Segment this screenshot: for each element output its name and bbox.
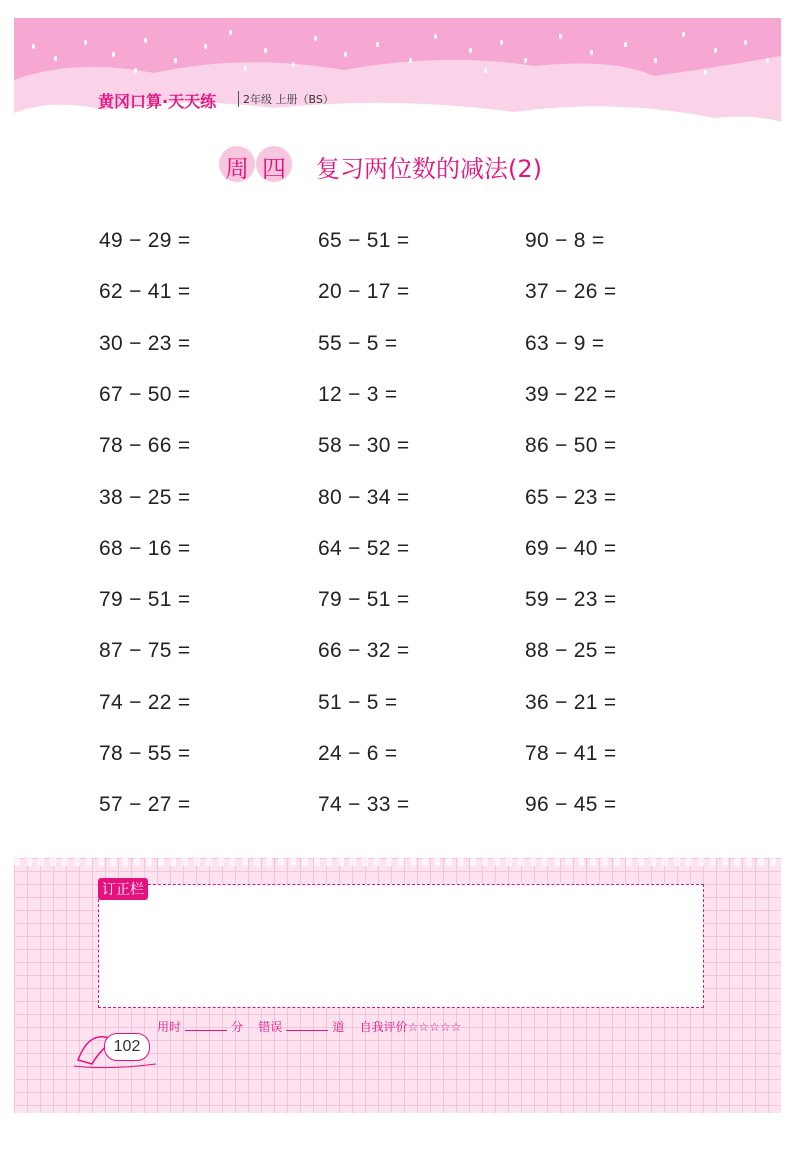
errors-blank[interactable]: [286, 1030, 328, 1031]
brand-title: 黄冈口算·天天练: [98, 92, 217, 111]
problem-item: 68 − 16 =: [99, 536, 191, 560]
sparkle-dot: [54, 56, 57, 61]
sparkle-dot: [590, 50, 593, 55]
problem-item: 74 − 33 =: [318, 793, 410, 817]
sparkle-dot: [376, 42, 379, 47]
problem-item: 37 − 26 =: [525, 280, 617, 304]
sparkle-dot: [704, 70, 707, 75]
week-char: 周: [225, 155, 249, 183]
problem-item: 65 − 23 =: [525, 485, 617, 509]
sparkle-dot: [84, 40, 87, 45]
sparkle-dot: [314, 36, 317, 41]
problem-item: 87 − 75 =: [99, 639, 191, 663]
problem-item: 49 − 29 =: [99, 229, 191, 252]
sparkle-dot: [714, 48, 717, 53]
sparkle-dot: [344, 52, 347, 57]
problem-item: 78 − 41 =: [525, 742, 617, 765]
problem-item: 90 − 8 =: [525, 229, 605, 252]
correction-box[interactable]: [98, 884, 704, 1008]
header-band: [14, 18, 781, 138]
sparkle-dot: [134, 68, 137, 73]
problem-item: 65 − 51 =: [318, 229, 410, 252]
sparkle-dot: [32, 44, 35, 49]
problem-item: 67 − 50 =: [99, 382, 191, 406]
sparkle-dot: [559, 34, 562, 39]
minutes-label: 分: [231, 1020, 244, 1034]
sparkle-dot: [682, 32, 685, 37]
footer-stats: [157, 1018, 461, 1035]
sparkle-dot: [434, 34, 437, 39]
grade-label: 2年级 上册（BS）: [238, 91, 334, 107]
problem-item: 79 − 51 =: [318, 588, 410, 612]
sparkle-dot: [264, 48, 267, 53]
problem-item: 78 − 66 =: [99, 434, 191, 458]
problem-item: 74 − 22 =: [99, 690, 191, 714]
errors-label: 错误: [258, 1020, 283, 1034]
problem-item: 63 − 9 =: [525, 331, 605, 355]
sparkle-dot: [229, 30, 232, 35]
sparkle-dot: [766, 58, 769, 63]
problem-item: 66 − 32 =: [318, 639, 410, 663]
sparkle-dot: [744, 40, 747, 45]
problem-item: 62 − 41 =: [99, 280, 191, 304]
sparkle-dot: [244, 66, 247, 71]
sparkle-dot: [484, 68, 487, 73]
sparkle-dot: [524, 58, 527, 63]
problem-item: 36 − 21 =: [525, 690, 617, 714]
sparkle-dot: [112, 52, 115, 57]
problem-item: 78 − 55 =: [99, 742, 191, 765]
problem-item: 88 − 25 =: [525, 639, 617, 663]
sparkle-dot: [624, 42, 627, 47]
title-row: [0, 146, 800, 186]
sparkle-dot: [174, 58, 177, 63]
perforation-edge: [14, 858, 781, 866]
problem-item: 59 − 23 =: [525, 588, 617, 612]
problem-item: 24 − 6 =: [318, 742, 398, 765]
problem-item: 58 − 30 =: [318, 434, 410, 458]
week-char: 四: [262, 155, 286, 183]
problem-item: 12 − 3 =: [318, 382, 398, 406]
sparkle-dot: [469, 48, 472, 53]
problem-item: 86 − 50 =: [525, 434, 617, 458]
cloud-decoration: [14, 18, 781, 138]
sparkle-dot: [204, 44, 207, 49]
rating-label: 自我评价: [359, 1020, 408, 1034]
sparkle-dot: [409, 58, 412, 63]
problem-item: 69 − 40 =: [525, 536, 617, 560]
page-number: 102: [104, 1033, 150, 1061]
problem-item: 64 − 52 =: [318, 536, 410, 560]
problem-item: 20 − 17 =: [318, 280, 410, 304]
problem-item: 38 − 25 =: [99, 485, 191, 509]
problem-item: 39 − 22 =: [525, 382, 617, 406]
problem-item: 96 − 45 =: [525, 793, 617, 817]
page-title: 复习两位数的减法(2): [316, 155, 542, 183]
time-label: 用时: [157, 1020, 182, 1034]
problem-item: 80 − 34 =: [318, 485, 410, 509]
correction-label: 订正栏: [98, 878, 148, 900]
sparkle-dot: [144, 38, 147, 43]
time-blank[interactable]: [185, 1030, 227, 1031]
problem-item: 79 − 51 =: [99, 588, 191, 612]
rating-stars[interactable]: ☆☆☆☆☆: [407, 1020, 462, 1034]
count-label: 道: [332, 1020, 345, 1034]
problem-item: 57 − 27 =: [99, 793, 191, 817]
sparkle-dot: [654, 58, 657, 63]
problem-item: 51 − 5 =: [318, 690, 398, 714]
sparkle-dot: [500, 40, 503, 45]
sparkle-dot: [292, 62, 295, 67]
problem-item: 55 − 5 =: [318, 331, 398, 355]
problem-item: 30 − 23 =: [99, 331, 191, 355]
